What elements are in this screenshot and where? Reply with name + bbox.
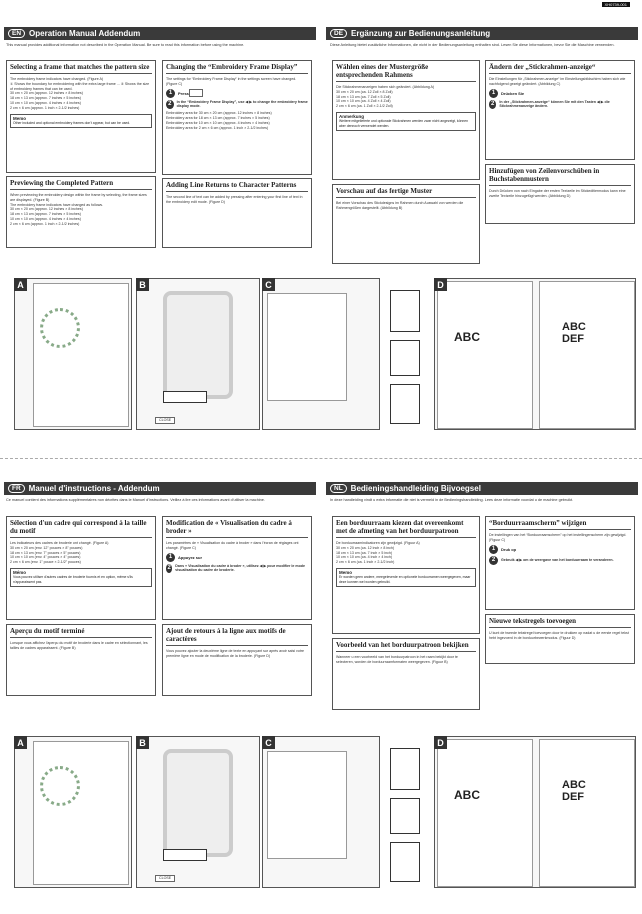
- step-1: 1 Press: [166, 89, 308, 98]
- list-item: 10 cm × 10 cm (ca. 4 Zoll × 4 Zoll): [336, 99, 391, 104]
- list-item: 18 cm × 13 cm (approx. 7 inches × 5 inches): [10, 96, 81, 101]
- box-en-preview: [6, 176, 156, 248]
- figure-label: A: [14, 736, 27, 749]
- intro-fr: Ce manuel contient des informations supplémentaires non décrites dans le Manuel d'instructions. Veillez à lire ces informations avant d'utiliser la machine.: [6, 498, 265, 502]
- close-button[interactable]: CLOSE: [155, 417, 175, 424]
- box-fr-frame-select: [6, 516, 156, 620]
- text-en-1b: ① Shows the boundary for embroidering with the extra large frame ... ② Shows the size of embroidery frames that can be used.: [10, 81, 150, 91]
- step-1: 1 Drücken Sie: [489, 89, 631, 98]
- frame-option-3: [390, 842, 420, 882]
- heading-de-3: Ändern der „Stickrahmen-anzeige“: [489, 63, 631, 74]
- step-text: Dans « Visualisation du cadre à broder », utilisez ◀ ▶ pour modifier le mode visualisation du cadre de broderie.: [175, 563, 305, 573]
- text-de-4: Durch Drücken von nach Eingabe der ersten Textzeile im Stickeditiermodus kann eine zweite Textzeile hinzugefügt werden. (Abbildung D): [489, 189, 626, 198]
- close-button[interactable]: CLOSE: [155, 875, 175, 882]
- box-nl-frame-display: [485, 516, 635, 610]
- text-en-2: When previewing the embroidery design within the frame by selecting, the frame sizes are displayed. (Figure B): [10, 193, 147, 202]
- memo-text: Vous pouvez utiliser d'autres cadres de broderie fournis et en option, même s'ils n'apparaissent pas.: [13, 575, 133, 584]
- figure-label: D: [434, 736, 447, 749]
- figure-c: [262, 278, 380, 430]
- edit-screen-before: [437, 739, 533, 887]
- section-header-fr: [4, 482, 316, 495]
- wreath-design-icon: [40, 766, 80, 806]
- memo-text: Other included and optional embroidery frames don't appear, but can be used.: [13, 120, 131, 125]
- intro-en: This manual provides additional information not described in the Operation Manual. Be sure to read this information before using the machine.: [6, 43, 245, 47]
- text-en-4: The second line of text can be added by pressing after entering your first line of text in the embroidery edit mode. (Figure D): [166, 195, 303, 204]
- list-item: 30 cm × 20 cm (ca. 12 inch × 8 inch): [336, 545, 395, 550]
- lang-badge-nl: NL: [330, 484, 347, 493]
- list-item: 2 cm × 6 cm (ca. 1 Zoll × 2-1/2 Zoll): [336, 104, 393, 109]
- frame-option-1: [390, 748, 420, 790]
- box-fr-frame-display: [162, 516, 312, 620]
- heading-nl-3: “Borduurraamscherm” wijzigen: [489, 519, 631, 530]
- step-text: Appuyez sur: [178, 554, 203, 560]
- memo-fr: [10, 568, 152, 587]
- heading-nl-2: Voorbeeld van het borduurpatroon bekijken: [336, 641, 476, 652]
- box-en-frame-display: [162, 60, 312, 175]
- frame-option-2: [390, 340, 420, 376]
- memo-title: Memo: [13, 115, 27, 121]
- step-text: Press: [178, 90, 189, 96]
- step-1: 1 Druk op: [489, 545, 631, 554]
- figure-b: [136, 736, 260, 888]
- section-header-nl: [326, 482, 638, 495]
- frame-option-3: [390, 384, 420, 424]
- box-en-frame-select: [6, 60, 156, 173]
- text-preview-line1: ABC: [562, 779, 586, 791]
- figure-d: [434, 736, 636, 888]
- memo-nl: [336, 568, 476, 587]
- screen: [33, 283, 129, 427]
- list-item: Embroidery area for 30 cm × 20 cm (approx. 12 inches × 8 inches): [166, 111, 272, 116]
- memo-title: Memo: [339, 569, 353, 575]
- heading-de-1: Wählen eines der Mustergröße entsprechenden Rahmens: [336, 63, 476, 82]
- step-text: Druk op: [501, 546, 517, 552]
- list-item: 18 cm × 13 cm (ca. 7 inch × 5 inch): [336, 550, 393, 555]
- list-item: 2 cm × 6 cm (approx. 1 inch × 2-1/2 inches): [10, 105, 80, 110]
- text-preview: ABC: [454, 788, 480, 802]
- list-item: Embroidery area for 18 cm × 13 cm (approx. 7 inches × 5 inches): [166, 115, 270, 120]
- settings-button-icon: [189, 89, 203, 97]
- heading-fr-4: Ajout de retours à la ligne aux motifs de caractères: [166, 627, 308, 646]
- step-text: In der „Stickrahmen-anzeige“ können Sie mit den Tasten ◀ ▶ die Stickrahmenanzeige ändern.: [499, 99, 610, 109]
- memo-en: [10, 114, 152, 129]
- lang-badge-en: EN: [8, 29, 25, 38]
- list-item: 30 cm × 20 cm (approx. 12 inches × 8 inches): [10, 91, 83, 96]
- step-2: 2 Gebruik ◀ ▶ om de weergave van het borduurraam te veranderen.: [489, 556, 631, 565]
- hoop-icon: [163, 291, 233, 399]
- list-item: Embroidery area for 10 cm × 10 cm (approx. 4 inches × 4 inches): [166, 120, 270, 125]
- list-item: 10 cm × 10 cm (env. 4" pouces × 4" pouces): [10, 555, 81, 560]
- section-header-de: [326, 27, 638, 40]
- heading-en-3: Changing the “Embroidery Frame Display”: [166, 63, 308, 74]
- list-item: 2 cm × 6 cm (env. 1" pouce × 2-1/2" pouces): [10, 560, 81, 565]
- memo-title: Anmerkung: [339, 113, 365, 119]
- figure-label: A: [14, 278, 27, 291]
- intro-nl: In deze handleiding vindt u extra informatie die niet is vermeld in de Bedieningshandleiding. Lees deze informatie voordat u de machine gebruikt.: [330, 498, 574, 502]
- document-code: XH0739-001: [602, 2, 630, 7]
- box-nl-preview: [332, 638, 480, 710]
- box-nl-frame-select: [332, 516, 480, 634]
- wreath-design-icon: [40, 308, 80, 348]
- text-fr-3: Les paramètres de « Visualisation du cadre à broder » dans l'écran de réglages ont changé. (Figure C): [166, 541, 299, 550]
- step-text: Gebruik ◀ ▶ om de weergave van het borduurraam te veranderen.: [501, 557, 614, 562]
- box-de-preview: [332, 184, 480, 264]
- heading-fr-1: Sélection d'un cadre qui correspond à la taille du motif: [10, 519, 152, 538]
- settings-screen: [267, 293, 347, 401]
- list-item: 18 cm × 13 cm (approx. 7 inches × 5 inches): [10, 212, 81, 217]
- list-item: 10 cm × 10 cm (ca. 4 inch × 4 inch): [336, 555, 393, 560]
- divider: [0, 458, 642, 459]
- box-de-line-returns: [485, 164, 635, 224]
- intro-de: Diese Anleitung bietet zusätzliche Informationen, die nicht in der Bedienungsanleitung enthalten sind. Lesen Sie diese Informationen, bevor Sie die Maschine verwenden.: [330, 43, 615, 47]
- list-item: Embroidery area for 2 cm × 6 cm (approx. 1 inch × 2-1/2 inches): [166, 125, 269, 130]
- figure-label: D: [434, 278, 447, 291]
- step-2: 2 Dans « Visualisation du cadre à broder », utilisez ◀ ▶ pour modifier le mode visualisation du cadre de broderie.: [166, 564, 308, 574]
- figure-label: C: [262, 278, 275, 291]
- box-fr-preview: [6, 624, 156, 696]
- hoop-icon: [163, 749, 233, 857]
- section-header-en: [4, 27, 316, 40]
- memo-de: [336, 112, 476, 131]
- step-2: 2 In the “Embroidery Frame Display”, use ◀ ▶ to change the embroidery frame display mode.: [166, 100, 308, 110]
- text-nl-3: De instellingen van het “Borduurraamscherm” op het instellingenscherm zijn gewijzigd. (Figuur C): [489, 533, 627, 542]
- frame-option-1: [390, 290, 420, 332]
- box-de-frame-display: [485, 60, 635, 160]
- memo-text: Er worden geen andere, meegeleverde en optionele borduurramen weergegeven, maar deze kunnen wel worden gebruikt.: [339, 575, 471, 584]
- list-item: 30 cm × 20 cm (ca. 12 Zoll × 8 Zoll): [336, 89, 393, 94]
- section-title-de: Ergänzung zur Bedienungsanleitung: [351, 29, 491, 38]
- frame-indicator: [163, 391, 207, 403]
- edit-screen-after: [539, 739, 635, 887]
- list-item: 30 cm × 20 cm (env. 12" pouces × 8" pouces): [10, 545, 83, 550]
- text-preview-line2: DEF: [562, 791, 584, 803]
- heading-nl-4: Nieuwe tekstregels toevoegen: [489, 617, 631, 628]
- step-text: Drücken Sie: [501, 90, 525, 96]
- figure-label: C: [262, 736, 275, 749]
- figure-label: B: [136, 278, 149, 291]
- heading-en-1: Selecting a frame that matches the pattern size: [10, 63, 152, 74]
- text-nl-2: Wanneer u een voorbeeld van het borduurpatroon in het raam bekijkt door te selecteren, worden de borduurraamformaten weergegeven. (Figuur B): [336, 655, 458, 664]
- memo-title: Mémo: [13, 569, 27, 575]
- text-preview: ABC: [454, 330, 480, 344]
- box-de-frame-select: [332, 60, 480, 180]
- text-preview-line1: ABC: [562, 321, 586, 333]
- text-fr-2: Lorsque vous affichez l'aperçu du motif de broderie dans le cadre en sélectionnant, les tailles de cadres apparaissent. (Figure B): [10, 641, 148, 650]
- figure-c: [262, 736, 380, 888]
- list-item: 30 cm × 20 cm (approx. 12 inches × 8 inches): [10, 207, 83, 212]
- section-title-en: Operation Manual Addendum: [29, 29, 141, 38]
- step-text: In the “Embroidery Frame Display”, use ◀ ▶ to change the embroidery frame display mode.: [176, 99, 308, 109]
- text-en-2b: The embroidery frame indicators have changed as follows.: [10, 202, 104, 207]
- figure-label: B: [136, 736, 149, 749]
- heading-en-4: Adding Line Returns to Character Patterns: [166, 181, 308, 192]
- heading-de-2: Vorschau auf das fertige Muster: [336, 187, 476, 198]
- section-title-nl: Bedieningshandleiding Bijvoegsel: [350, 484, 481, 493]
- lang-badge-fr: FR: [8, 484, 25, 493]
- text-en-1: The embroidery frame indicators have changed. (Figure A): [10, 77, 104, 81]
- heading-fr-2: Aperçu du motif terminé: [10, 627, 152, 638]
- frame-option-2: [390, 798, 420, 834]
- list-item: 10 cm × 10 cm (approx. 4 inches × 4 inches): [10, 216, 81, 221]
- list-item: 2 cm × 6 cm (approx. 1 inch × 2-1/2 inches): [10, 221, 80, 226]
- heading-de-4: Hinzufügen von Zeilenvorschüben in Buchstabenmustern: [489, 167, 631, 186]
- settings-screen: [267, 751, 347, 859]
- figure-a: [14, 278, 132, 430]
- list-item: 18 cm × 13 cm (env. 7" pouces × 5" pouces): [10, 550, 81, 555]
- list-item: 18 cm × 13 cm (ca. 7 Zoll × 5 Zoll): [336, 94, 391, 99]
- figure-a: [14, 736, 132, 888]
- text-nl-1: De borduurraamindicatoren zijn gewijzigd. (Figuur A): [336, 541, 420, 545]
- edit-screen-before: [437, 281, 533, 429]
- text-preview-line2: DEF: [562, 333, 584, 345]
- heading-fr-3: Modification de « Visualisation du cadre à broder »: [166, 519, 308, 538]
- section-title-fr: Manuel d'instructions - Addendum: [28, 484, 160, 493]
- step-1: 1 Appuyez sur: [166, 553, 308, 562]
- step-2: 2 In der „Stickrahmen-anzeige“ können Sie mit den Tasten ◀ ▶ die Stickrahmenanzeige ändern.: [489, 100, 631, 110]
- screen: [33, 741, 129, 885]
- memo-text: Weitere mitgelieferte und optionale Stickrahmen werden zwar nicht angezeigt, können aber dennoch verwendet werden.: [339, 119, 469, 128]
- lang-badge-de: DE: [330, 29, 347, 38]
- figure-d: [434, 278, 636, 430]
- text-de-3: Die Einstellungen für „Stickrahmen-anzeige“ im Einstellungsbildschirm haben sich wie nachfolgend gezeigt geändert. (Abbildung C): [489, 77, 626, 86]
- text-en-3: The settings for “Embroidery Frame Display” in the settings screen have changed. (Figure C): [166, 77, 297, 86]
- heading-en-2: Previewing the Completed Pattern: [10, 179, 152, 190]
- box-nl-line-returns: [485, 614, 635, 664]
- edit-screen-after: [539, 281, 635, 429]
- frame-indicator: [163, 849, 207, 861]
- text-de-2: Bei einer Vorschau des Stickdesigns im Rahmen durch Auswahl von werden die Rahmengrößen dargestellt. (Abbildung B): [336, 201, 464, 210]
- figure-b: [136, 278, 260, 430]
- heading-nl-1: Een borduurraam kiezen dat overeenkomt met de afmeting van het borduurpatroon: [336, 519, 476, 538]
- list-item: 10 cm × 10 cm (approx. 4 inches × 4 inches): [10, 100, 81, 105]
- text-nl-4: U kunt de tweede tekstregel toevoegen door te drukken op nadat u de eerste regel tekst hebt ingevoerd in de borduurbewerkmodus. (Figuur D): [489, 631, 629, 640]
- text-fr-4: Vous pouvez ajouter la deuxième ligne de texte en appuyant sur après avoir saisi votre première ligne en mode de modification de la broderie. (Figure D): [166, 649, 305, 658]
- box-fr-line-returns: [162, 624, 312, 696]
- text-de-1: Die Stickrahmenanzeigen haben sich geändert. (Abbildung A): [336, 85, 435, 89]
- text-fr-1: Les indicateurs des cadres de broderie ont changé. (Figure A): [10, 541, 109, 545]
- box-en-line-returns: [162, 178, 312, 248]
- list-item: 2 cm × 6 cm (ca. 1 inch × 2-1/2 inch): [336, 560, 395, 565]
